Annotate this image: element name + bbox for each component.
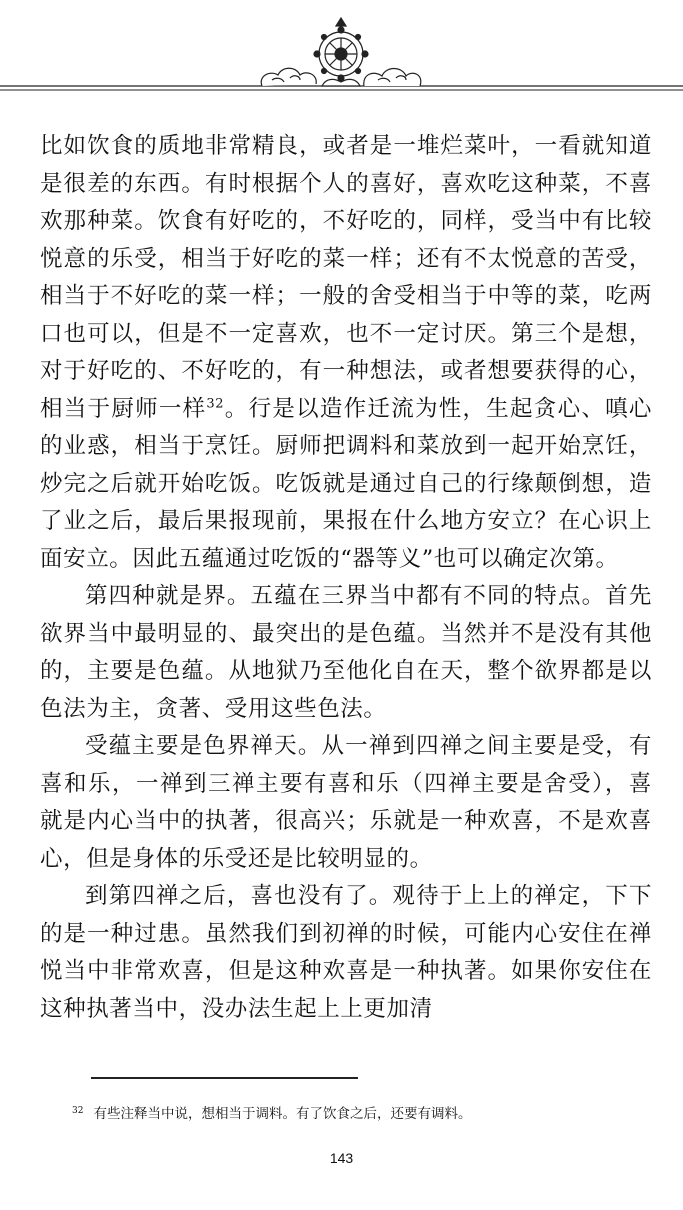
footnote-text: 有些注释当中说，想相当于调料。有了饮食之后，还要有调料。	[93, 1106, 472, 1122]
header-ornament	[0, 0, 683, 110]
footnote	[72, 1104, 652, 1124]
page-number: 143	[329, 1150, 354, 1166]
footnote-number: 32	[72, 1105, 84, 1116]
footnote-divider	[91, 1077, 358, 1079]
paragraph-4: 到第四禅之后，喜也没有了。观待于上上的禅定，下下的是一种过患。虽然我们到初禅的时候，可能内心安住在禅悦当中非常欢喜，但是这种欢喜是一种执著。如果你安住在这种执著当中，没办法生起上上更加清	[40, 883, 652, 1022]
paragraph-2: 第四种就是界。五蕴在三界当中都有不同的特点。首先欲界当中最明显的、最突出的是色蕴。当然并不是没有其他的，主要是色蕴。从地狱乃至他化自在天，整个欲界都是以色法为主，贪著、受用这些色法。	[40, 583, 652, 722]
dharma-wheel-icon	[314, 18, 368, 86]
paragraph-1: 比如饮食的质地非常精良，或者是一堆烂菜叶，一看就知道是很差的东西。有时根据个人的喜好，喜欢吃这种菜，不喜欢那种菜。饮食有好吃的，不好吃的，同样，受当中有比较悦意的乐受，相当于好吃的菜一样；还有不太悦意的苦受，相当于不好吃的菜一样；一般的舍受相当于中等的菜，吃两口也可以，但是不一定喜欢，也不一定讨厌。第三个是想，对于好吃的、不好吃的，有一种想法，或者想要获得的心，相当于厨师一样$^{32}$。行是以造作迁流为性，生起贪心、嗔心的业惑，相当于烹饪。厨师把调料和菜放到一起开始烹饪，炒完之后就开始吃饭。吃饭就是通过自己的行缘颠倒想，造了业之后，最后果报现前，果报在什么地方安立？在心识上面安立。因此五蕴通过吃饭的“器等义”也可以确定次第。	[40, 133, 652, 572]
main-text	[40, 128, 652, 1028]
paragraph-3: 受蕴主要是色界禅天。从一禅到四禅之间主要是受，有喜和乐，一禅到三禅主要有喜和乐（四禅主要是舍受），喜就是内心当中的执著，很高兴；乐就是一种欢喜，不是欢喜心，但是身体的乐受还是比较明显的。	[40, 733, 652, 872]
footnote-reference[interactable]: 32	[206, 396, 225, 411]
